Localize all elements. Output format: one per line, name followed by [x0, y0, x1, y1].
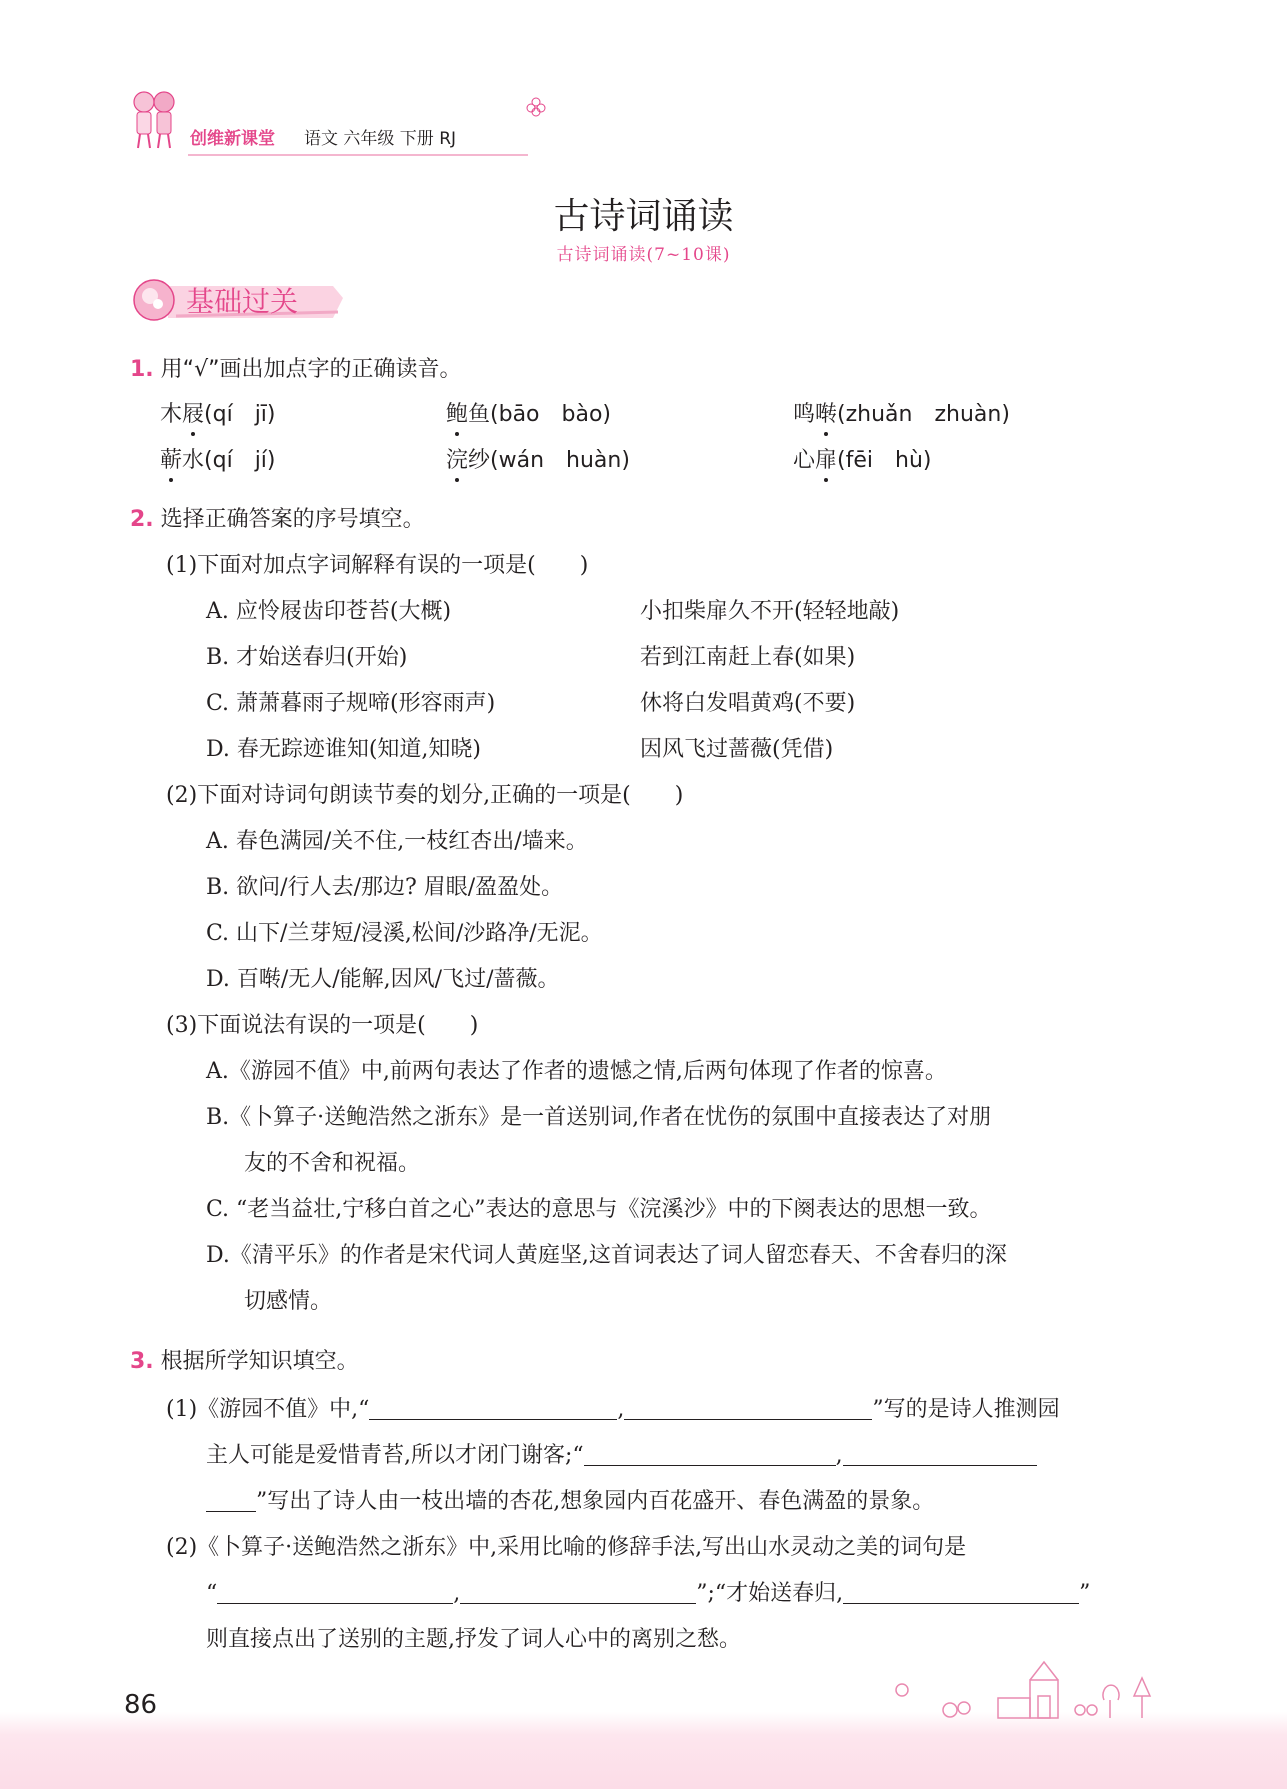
fill-in-line: 主人可能是爱惜青苔,所以才闭门谢客;“ ,	[206, 1438, 1037, 1469]
pinyin-item: 鲍鱼(bāo bào)	[446, 397, 611, 428]
mascot-children-icon	[128, 88, 180, 152]
option-c-right: 休将白发唱黄鸡(不要)	[640, 691, 856, 716]
answer-blank[interactable]	[584, 1441, 836, 1466]
option-d-right: 因风飞过蔷薇(凭借)	[640, 737, 834, 762]
page-title: 古诗词诵读	[553, 196, 734, 237]
fill-in-line: (2)《卜算子·送鲍浩然之浙东》中,采用比喻的修辞手法,写出山水灵动之美的词句是	[166, 1535, 967, 1560]
answer-blank[interactable]	[624, 1395, 872, 1420]
option-b-right: 若到江南赶上春(如果)	[640, 645, 856, 670]
option-b-left: B. 才始送春归(开始)	[206, 645, 408, 670]
fill-in-line: 则直接点出了送别的主题,抒发了词人心中的离别之愁。	[206, 1627, 741, 1652]
footer-band	[0, 1712, 1287, 1789]
brand-name: 创维新课堂	[190, 129, 275, 149]
answer-blank[interactable]	[843, 1441, 1037, 1466]
question-1-heading	[130, 352, 462, 383]
page-number: 86	[124, 1690, 158, 1720]
sub-question-stem: (2)下面对诗词句朗读节奏的划分,正确的一项是( )	[166, 783, 684, 808]
option-d: D.《清平乐》的作者是宋代词人黄庭坚,这首词表达了词人留恋春天、不舍春归的深	[206, 1243, 1007, 1268]
option-c: C. “老当益壮,宁移白首之心”表达的意思与《浣溪沙》中的下阕表达的思想一致。	[206, 1197, 992, 1222]
question-number: 2.	[130, 507, 154, 532]
option-d-continued: 切感情。	[244, 1289, 333, 1314]
option-c-left: C. 萧萧暮雨子规啼(形容雨声)	[206, 691, 496, 716]
answer-blank[interactable]	[460, 1579, 696, 1604]
question-number: 1.	[130, 357, 154, 382]
pinyin-item: 浣纱(wán huàn)	[446, 443, 630, 474]
option-a: A.《游园不值》中,前两句表达了作者的遗憾之情,后两句体现了作者的惊喜。	[206, 1059, 947, 1084]
option-a-left: A. 应怜屐齿印苍苔(大概)	[206, 599, 452, 624]
question-number: 3.	[130, 1349, 154, 1374]
pinyin-item: 鸣啭(zhuǎn zhuàn)	[793, 397, 1010, 428]
answer-blank[interactable]	[843, 1579, 1079, 1604]
section-title: 基础过关	[186, 285, 299, 318]
option-a: A. 春色满园/关不住,一枝红杏出/墙来。	[206, 829, 588, 854]
pinyin-item: 心扉(fēi hù)	[793, 443, 931, 474]
page-header	[128, 80, 528, 160]
fill-in-line: (1)《游园不值》中,“ , ”写的是诗人推测园	[166, 1397, 1060, 1422]
option-d-left: D. 春无踪迹谁知(知道,知晓)	[206, 737, 482, 762]
option-b: B. 欲问/行人去/那边? 眉眼/盈盈处。	[206, 875, 564, 900]
pinyin-item: 木屐(qí jī)	[160, 397, 276, 428]
fill-in-line: ”写出了诗人由一枝出墙的杏花,想象园内百花盛开、春色满盈的景象。	[206, 1484, 934, 1515]
sub-question-stem: (3)下面说法有误的一项是( )	[166, 1013, 479, 1038]
option-b: B.《卜算子·送鲍浩然之浙东》是一首送别词,作者在忧伤的氛围中直接表达了对朋	[206, 1105, 992, 1130]
question-3-heading	[130, 1344, 359, 1375]
section-banner	[128, 272, 348, 328]
sub-question-stem: (1)下面对加点字词解释有误的一项是( )	[166, 553, 589, 578]
page-subtitle: 古诗词诵读(7~10课)	[556, 245, 731, 265]
castle-trees-decoration-icon	[880, 1650, 1180, 1720]
pinyin-item: 蕲水(qí jí)	[160, 443, 276, 474]
fill-in-line: “ , ”;“才始送春归, ”	[206, 1581, 1091, 1606]
book-subject: 语文 六年级 下册 RJ	[304, 129, 457, 149]
option-d: D. 百啭/无人/能解,因风/飞过/蔷薇。	[206, 967, 560, 992]
flower-decoration-icon	[525, 96, 547, 118]
option-b-continued: 友的不舍和祝福。	[244, 1151, 421, 1176]
answer-blank[interactable]	[206, 1487, 256, 1512]
question-2-heading	[130, 502, 425, 533]
answer-blank[interactable]	[369, 1395, 617, 1420]
question-text: 选择正确答案的序号填空。	[160, 507, 425, 532]
option-c: C. 山下/兰芽短/浸溪,松间/沙路净/无泥。	[206, 921, 603, 946]
header-divider	[188, 154, 528, 156]
question-text: 用“√”画出加点字的正确读音。	[160, 357, 462, 382]
answer-blank[interactable]	[217, 1579, 453, 1604]
question-text: 根据所学知识填空。	[160, 1349, 359, 1374]
option-a-right: 小扣柴扉久不开(轻轻地敲)	[640, 599, 900, 624]
